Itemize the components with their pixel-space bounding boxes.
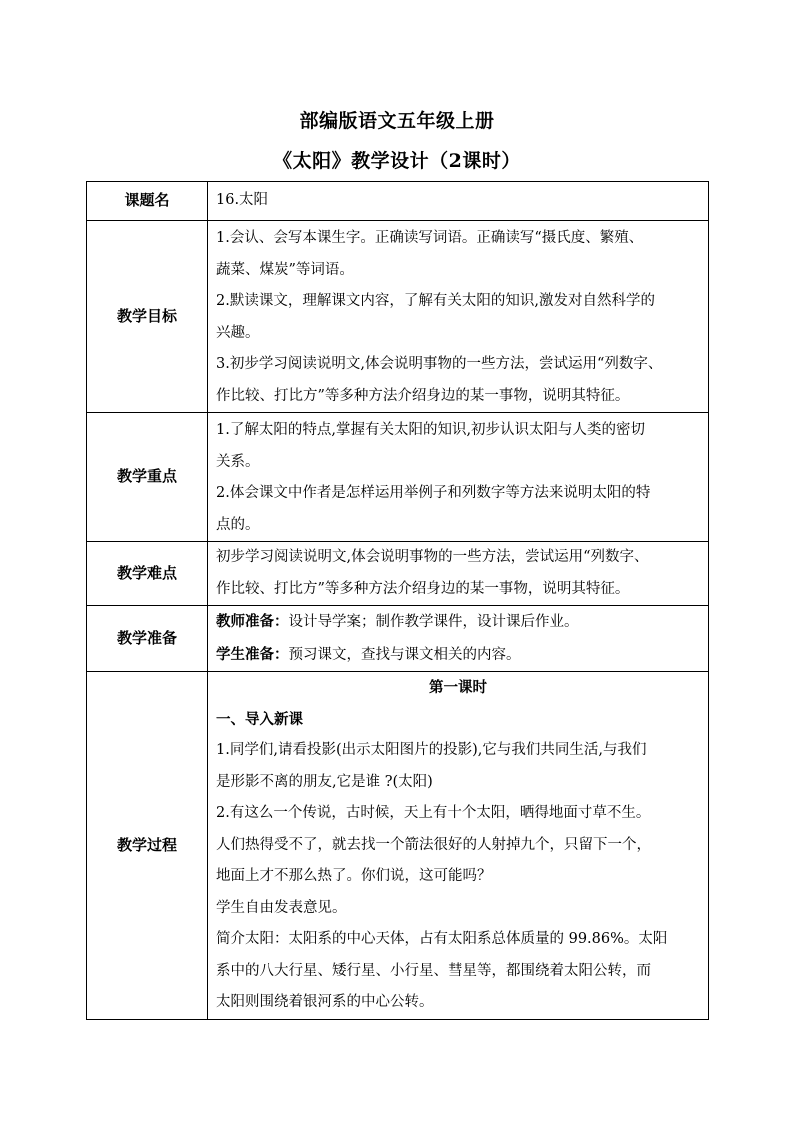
process-label: 教学过程: [87, 672, 208, 1020]
preparation-label: 教学准备: [87, 606, 208, 672]
document-subtitle: 《太阳》教学设计（2课时）: [273, 150, 521, 172]
row-difficulties: [87, 542, 709, 606]
process-line: 太阳则围绕着银河系的中心公转。: [216, 994, 434, 1010]
key-points-content: [208, 413, 709, 542]
key-points-line: 2.体会课文中作者是怎样运用举例子和列数字等方法来说明太阳的特: [216, 485, 651, 501]
topic-text: 16.太阳: [216, 192, 269, 209]
goals-line: 蔬菜、煤炭”等词语。: [216, 261, 354, 278]
goals-line: 1.会认、会写本课生字。正确读写词语。正确读写“摄氏度、繁殖、: [216, 230, 644, 246]
teacher-preparation-text: 设计导学案；制作教学课件，设计课后作业。: [288, 614, 579, 630]
teacher-preparation-label: 教师准备：: [216, 613, 289, 630]
topic-label: 课题名: [87, 182, 208, 221]
process-line: 系中的八大行星、矮行星、小行星、彗星等，都围绕着太阳公转，而: [216, 962, 651, 979]
goals-label: 教学目标: [87, 221, 208, 413]
student-preparation-text: 预习课文，查找与课文相关的内容。: [288, 646, 521, 663]
row-topic: [87, 182, 709, 221]
teacher-preparation: [216, 606, 700, 639]
difficulties-line: 初步学习阅读说明文,体会说明事物的一些方法，尝试运用“列数字、: [216, 549, 649, 565]
key-points-line: 关系。: [216, 453, 260, 470]
difficulties-label: 教学难点: [87, 542, 208, 606]
process-line: 地面上才不那么热了。你们说，这可能吗？: [216, 868, 492, 884]
lesson-title: 第一课时: [429, 679, 487, 696]
topic-value: [208, 182, 709, 221]
key-points-label: 教学重点: [87, 413, 208, 542]
process-line: 人们热得受不了，就去找一个箭法很好的人射掉九个，只留下一个，: [216, 836, 651, 853]
process-line: 简介太阳：太阳系的中心天体，占有太阳系总体质量的 99.86%。太阳: [216, 931, 668, 947]
preparation-content: [208, 606, 709, 672]
process-line: 1.同学们,请看投影(出示太阳图片的投影),它与我们共同生活,与我们: [216, 742, 647, 758]
row-goals: [87, 221, 709, 413]
process-line: 是形影不离的朋友,它是谁 ?(太阳): [216, 773, 433, 790]
process-content: [208, 672, 709, 1020]
key-points-line: 1.了解太阳的特点,掌握有关太阳的知识,初步认识太阳与人类的密切: [216, 422, 646, 438]
section-heading: 一、导入新课: [216, 710, 303, 728]
goals-content: [208, 221, 709, 413]
row-process: [87, 672, 709, 1020]
lesson-plan-table: [86, 181, 709, 1020]
goals-line: 兴趣。: [216, 324, 260, 341]
key-points-line: 点的。: [216, 516, 260, 533]
goals-line: 作比较、打比方”等多种方法介绍身边的某一事物，说明其特征。: [216, 387, 630, 404]
student-preparation: [216, 639, 700, 672]
process-line: 2.有这么一个传说，古时候，天上有十个太阳，晒得地面寸草不生。: [216, 805, 651, 821]
row-key-points: [87, 413, 709, 542]
goals-line: 2.默读课文，理解课文内容，了解有关太阳的知识,激发对自然科学的: [216, 293, 655, 309]
process-line: 学生自由发表意见。: [216, 899, 347, 916]
row-preparation: [87, 606, 709, 672]
goals-line: 3.初步学习阅读说明文,体会说明事物的一些方法，尝试运用“列数字、: [216, 356, 663, 372]
student-preparation-label: 学生准备：: [216, 645, 289, 663]
difficulties-content: [208, 542, 709, 606]
difficulties-line: 作比较、打比方”等多种方法介绍身边的某一事物，说明其特征。: [216, 580, 630, 597]
document-title: 部编版语文五年级上册: [299, 110, 495, 132]
